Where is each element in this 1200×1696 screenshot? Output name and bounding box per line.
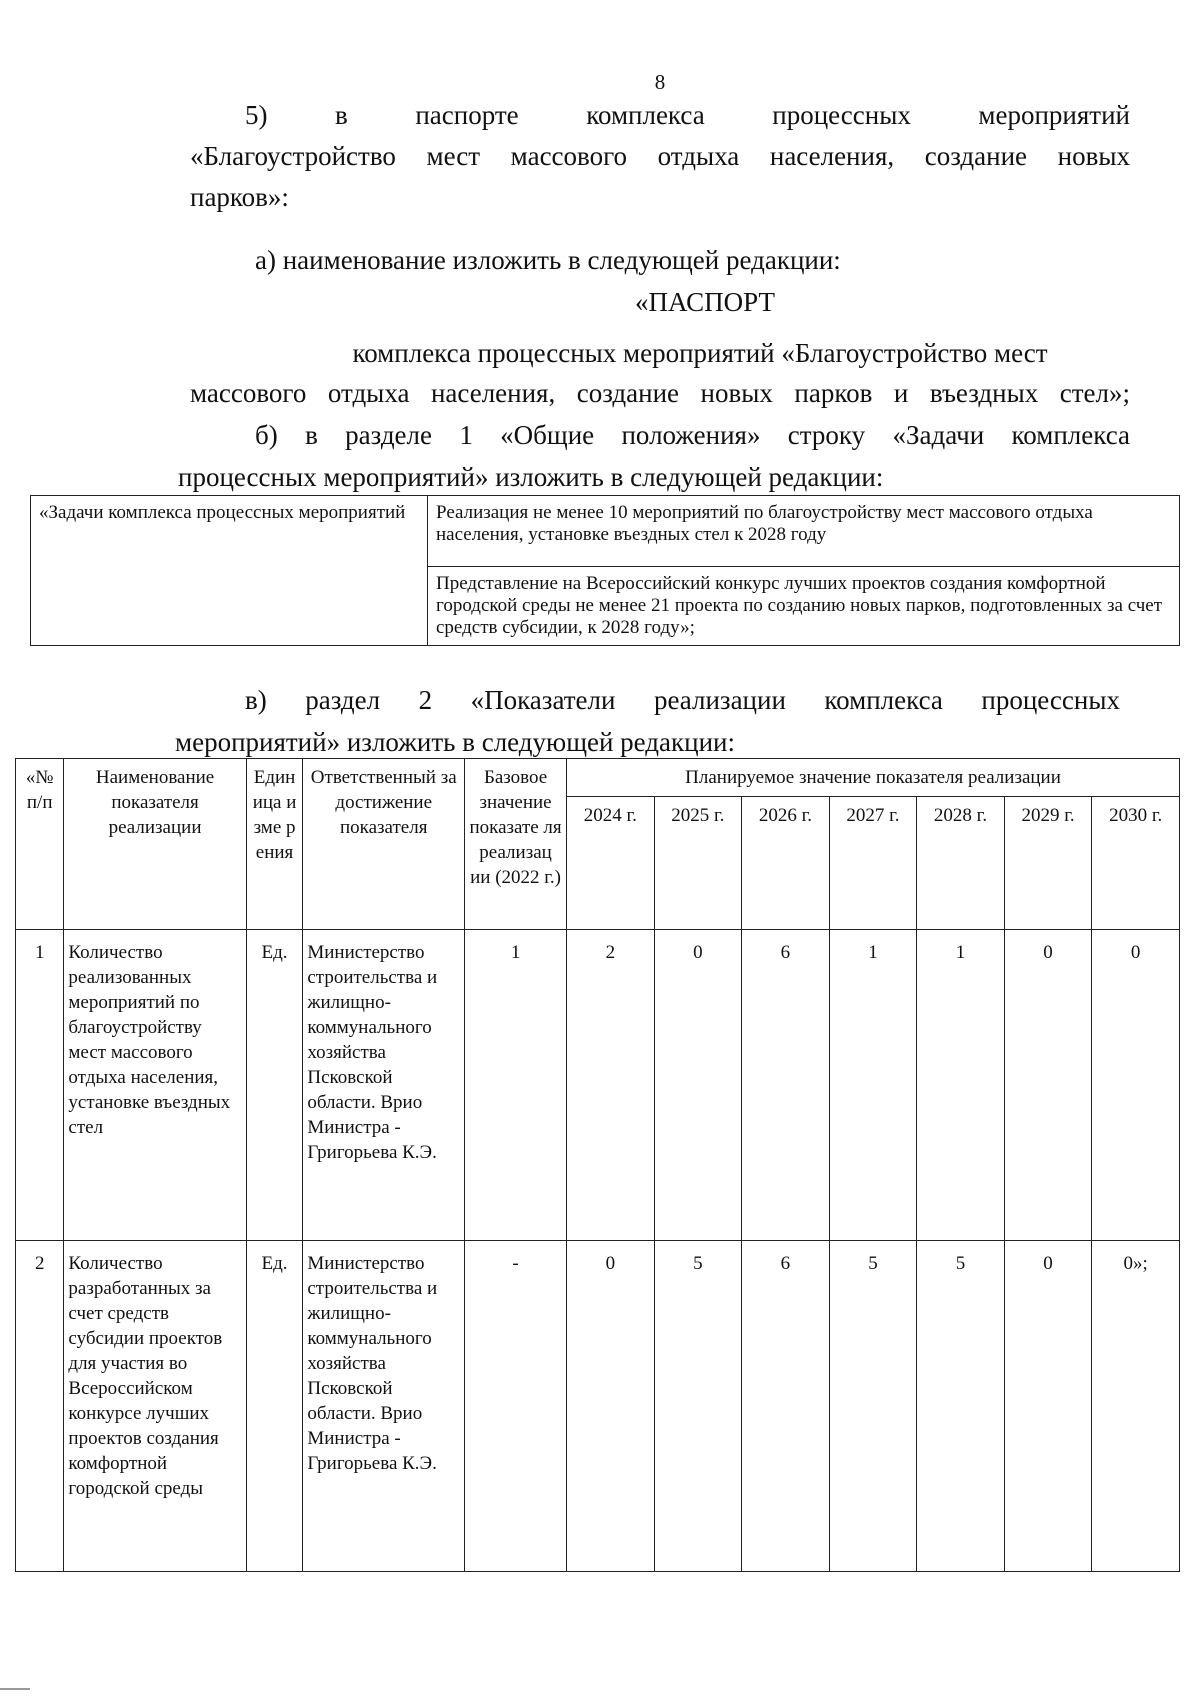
indicator-value-2030: 0	[1092, 930, 1180, 1241]
indicator-base-value: 1	[465, 930, 567, 1241]
point-v-line-1: в) раздел 2 «Показатели реализации комплекса процессных	[245, 685, 1120, 715]
header-number: «№ п/п	[16, 759, 64, 930]
passport-subtitle-line-2: массового отдыха населения, создание новых парков и въездных стел»;	[190, 378, 1130, 408]
passport-subtitle-line-1: комплекса процессных мероприятий «Благоустройство мест	[352, 338, 1048, 368]
point-v-line-2: мероприятий» изложить в следующей редакции:	[175, 727, 735, 757]
indicator-value-2029: 0	[1004, 1241, 1092, 1572]
indicator-value-2028: 5	[917, 1241, 1005, 1572]
header-year: 2028 г.	[917, 797, 1005, 930]
indicator-value-2027: 5	[829, 1241, 917, 1572]
indicator-base-value: -	[465, 1241, 567, 1572]
header-year: 2027 г.	[829, 797, 917, 930]
indicator-value-2028: 1	[917, 930, 1005, 1241]
indicator-value-2029: 0	[1004, 930, 1092, 1241]
point-5-text	[190, 95, 1130, 136]
task-item-1: Реализация не менее 10 мероприятий по благоустройству мест массового отдыха населения, установке въездных стел к 2028 году	[428, 496, 1180, 567]
point-5-last-line: парков»:	[190, 182, 289, 212]
indicator-unit: Ед.	[246, 930, 303, 1241]
table-row	[16, 930, 1180, 1241]
point-a-text: а) наименование изложить в следующей редакции:	[255, 245, 841, 275]
header-responsible: Ответственный за достижение показателя	[303, 759, 465, 930]
scan-edge-mark	[0, 1688, 30, 1690]
row-number: 1	[16, 930, 64, 1241]
indicator-responsible: Министерство строительства и жилищно-коммунального хозяйства Псковской области. Врио Министра - Григорьева К.Э.	[303, 930, 465, 1241]
header-year: 2026 г.	[742, 797, 830, 930]
tasks-table-row	[31, 496, 1180, 567]
header-year: 2030 г.	[1092, 797, 1180, 930]
indicator-value-2025: 0	[654, 930, 742, 1241]
point-5-line-2: «Благоустройство мест массового отдыха населения, создание новых	[190, 141, 1130, 171]
indicators-header-row	[16, 759, 1180, 797]
indicator-value-2026: 6	[742, 930, 830, 1241]
point-b-line-1: б) в разделе 1 «Общие положения» строку «Задачи комплекса	[255, 420, 1130, 450]
indicator-value-2024: 2	[567, 930, 655, 1241]
indicator-value-2025: 5	[654, 1241, 742, 1572]
header-unit: Единица изме рения	[246, 759, 303, 930]
indicator-value-2024: 0	[567, 1241, 655, 1572]
passport-title: «ПАСПОРТ	[635, 287, 775, 317]
point-b-line-2: процессных мероприятий» изложить в следующей редакции:	[178, 462, 884, 492]
header-year: 2025 г.	[654, 797, 742, 930]
indicator-unit: Ед.	[246, 1241, 303, 1572]
header-planned: Планируемое значение показателя реализации	[567, 759, 1180, 797]
tasks-table	[30, 495, 1180, 646]
page-number: 8	[654, 70, 666, 94]
indicator-name: Количество реализованных мероприятий по благоустройству мест массового отдыха населения, установке въездных стел	[64, 930, 246, 1241]
table-row	[16, 1241, 1180, 1572]
header-base-value: Базовое значение показате ля реализац ии (2022 г.)	[465, 759, 567, 930]
indicator-value-2030: 0»;	[1092, 1241, 1180, 1572]
row-number: 2	[16, 1241, 64, 1572]
point-5-line-2-wrap	[190, 136, 1130, 177]
header-year: 2024 г.	[567, 797, 655, 930]
indicator-value-2027: 1	[829, 930, 917, 1241]
indicator-responsible: Министерство строительства и жилищно-коммунального хозяйства Псковской области. Врио Министра - Григорьева К.Э.	[303, 1241, 465, 1572]
indicator-value-2026: 6	[742, 1241, 830, 1572]
indicators-table	[15, 758, 1180, 1572]
tasks-label-cell: «Задачи комплекса процессных мероприятий	[31, 496, 428, 646]
task-item-2: Представление на Всероссийский конкурс лучших проектов создания комфортной городской среды не менее 21 проекта по созданию новых парков, подготовленных за счет средств субсидии, к 2028 году»;	[428, 567, 1180, 646]
point-5-line-1: 5) в паспорте комплекса процессных мероприятий	[245, 100, 1130, 130]
indicator-name: Количество разработанных за счет средств субсидии проектов для участия во Всероссийском конкурсе лучших проектов создания комфортной городской среды	[64, 1241, 246, 1572]
header-name: Наименование показателя реализации	[64, 759, 246, 930]
header-year: 2029 г.	[1004, 797, 1092, 930]
